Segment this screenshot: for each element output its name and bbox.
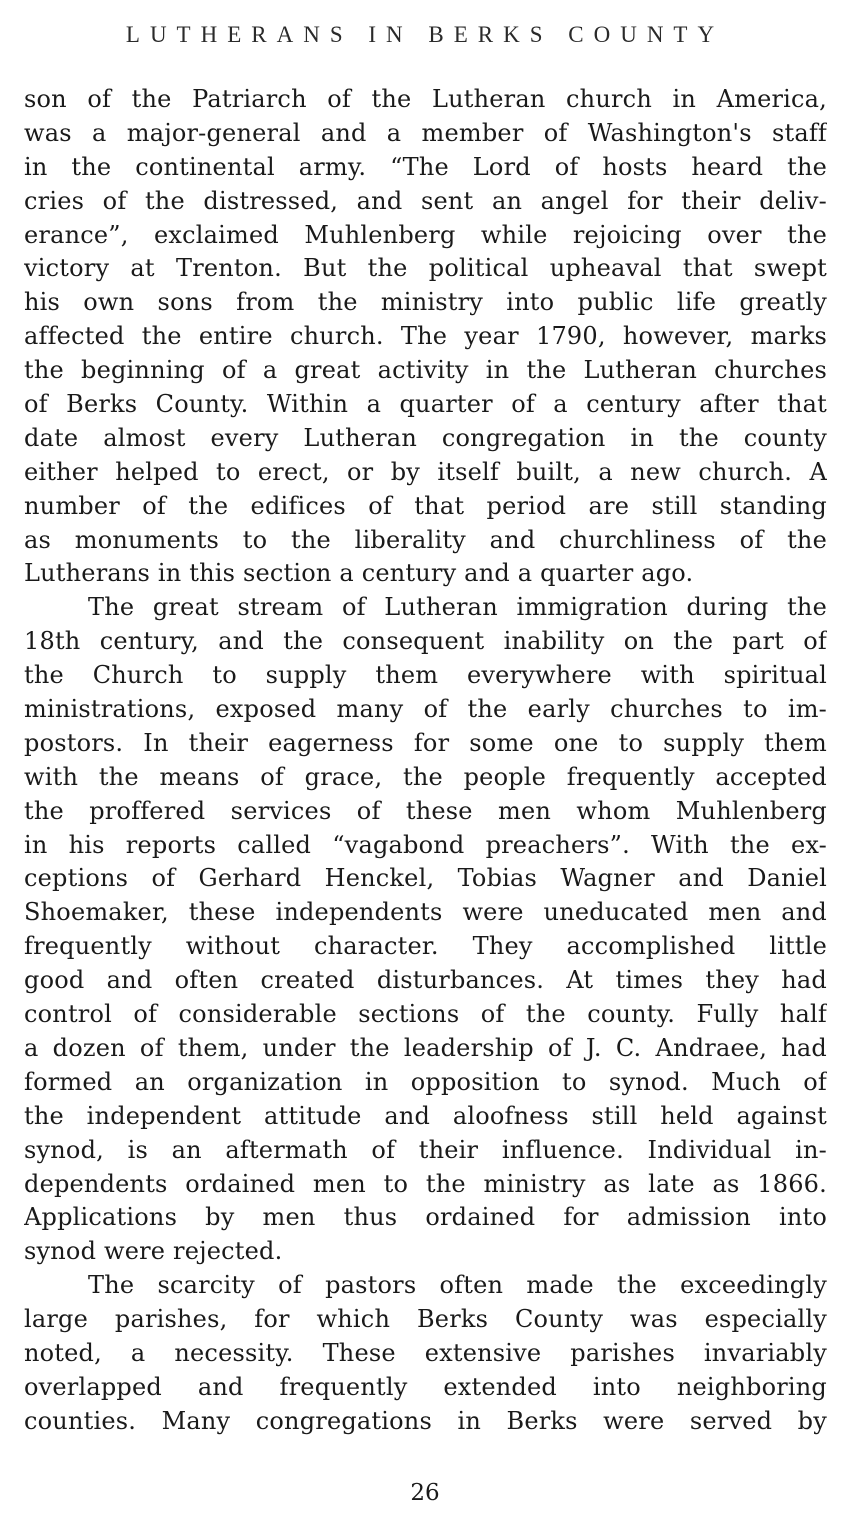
text-line: date almost every Lutheran congregation in the county [24,423,827,452]
text-line: his own sons from the ministry into public life greatly [24,288,827,317]
text-line: The scarcity of pastors often made the exceedingly [88,1271,827,1300]
text-line: formed an organization in opposition to synod. Much of [24,1067,827,1096]
text-line: frequently without character. They accomplished little [24,932,827,961]
paragraph-1 [24,83,827,591]
text-line: erance”, exclaimed Muhlenberg while rejoicing over the [24,220,827,249]
text-line: the beginning of a great activity in the Lutheran churches [24,356,827,385]
text-line: cries of the distressed, and sent an angel for their deliv- [24,186,827,215]
text-line: ceptions of Gerhard Henckel, Tobias Wagner and Daniel [24,864,827,893]
paragraph-3 [24,1269,827,1438]
text-line: counties. Many congregations in Berks were served by [24,1406,827,1435]
text-line: ministrations, exposed many of the early churches to im- [24,695,827,724]
text-line: the independent attitude and aloofness still held against [24,1101,827,1130]
text-line: the Church to supply them everywhere with spiritual [24,661,827,690]
text-line: in the continental army. “The Lord of hosts heard the [24,152,827,181]
text-line: The great stream of Lutheran immigration during the [88,593,827,622]
text-line: affected the entire church. The year 1790, however, marks [24,322,827,351]
text-line: a dozen of them, under the leadership of J. C. Andraee, had [24,1033,827,1062]
text-line: good and often created disturbances. At times they had [24,966,827,995]
text-line: noted, a necessity. These extensive parishes invariably [24,1338,827,1367]
text-line: either helped to erect, or by itself built, a new church. A [24,457,827,486]
text-line: synod were rejected. [24,1237,283,1266]
text-line: the proffered services of these men whom Muhlenberg [24,796,827,825]
text-line: Shoemaker, these independents were uneducated men and [24,898,827,927]
page-number: 26 [410,1480,440,1506]
text-line: control of considerable sections of the county. Fully half [24,1000,827,1029]
text-line: dependents ordained men to the ministry as late as 1866. [24,1169,827,1198]
text-line: Lutherans in this section a century and a quarter ago. [24,559,694,588]
text-line: 18th century, and the consequent inability on the part of [24,627,827,656]
text-line: overlapped and frequently extended into neighboring [24,1372,827,1401]
text-line: of Berks County. Within a quarter of a century after that [24,390,827,419]
text-line: postors. In their eagerness for some one to supply them [24,728,827,757]
text-line: in his reports called “vagabond preachers”. With the ex- [24,830,827,859]
text-line: with the means of grace, the people frequently accepted [24,762,827,791]
text-line: synod, is an aftermath of their influence. Individual in- [24,1135,827,1164]
text-line: victory at Trenton. But the political upheaval that swept [24,254,827,283]
body-text [24,83,827,1439]
text-line: as monuments to the liberality and churchliness of the [24,525,827,554]
running-head: LUTHERANS IN BERKS COUNTY [125,22,725,47]
text-line: son of the Patriarch of the Lutheran church in America, [24,85,827,113]
paragraph-2 [24,591,827,1269]
text-line: number of the edifices of that period are still standing [24,491,827,520]
text-line: was a major-general and a member of Washington's staff [24,118,827,147]
text-line: Applications by men thus ordained for admission into [24,1203,827,1232]
text-line: large parishes, for which Berks County was especially [24,1305,827,1334]
